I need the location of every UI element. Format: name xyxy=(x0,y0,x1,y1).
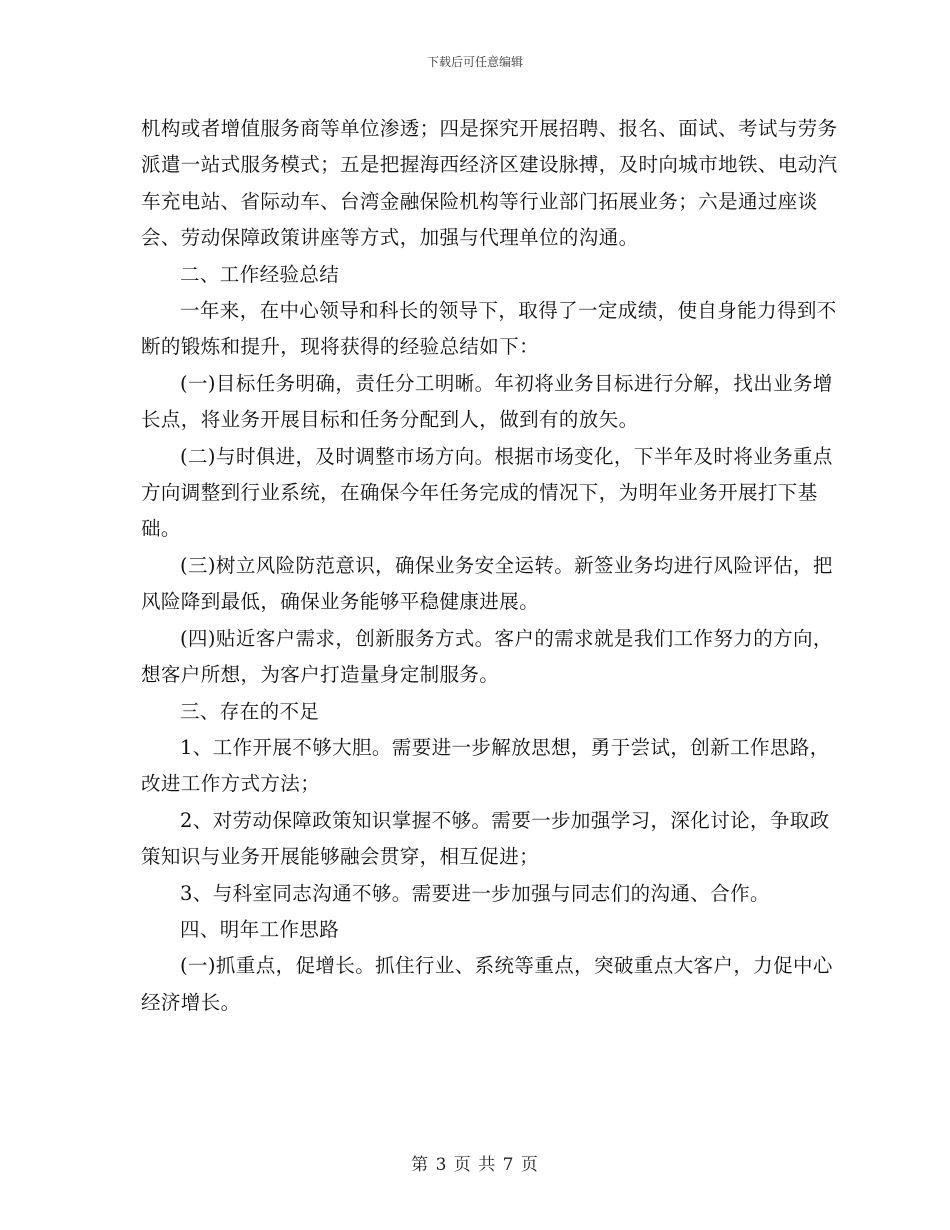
paragraph: (一)抓重点，促增长。抓住行业、系统等重点，突破重点大客户，力促中心经济增长。 xyxy=(141,954,833,1014)
section-heading: 四、明年工作思路 xyxy=(180,917,340,941)
paragraph: 机构或者增值服务商等单位渗透；四是探究开展招聘、报名、面试、考试与劳务派遣一站式服务模式；五是把握海西经济区建设脉搏，及时向城市地铁、电动汽车充电站、省际动车、台湾金融保险机构等行业部门拓展业务；六是通过座谈会、劳动保障政策讲座等方式，加强与代理单位的沟通。 xyxy=(141,117,838,250)
paragraph: (一)目标任务明确，责任分工明晰。年初将业务目标进行分解，找出业务增长点，将业务开展目标和任务分配到人，做到有的放矢。 xyxy=(141,371,833,432)
section-heading: 二、工作经验总结 xyxy=(180,262,340,286)
paragraph: 1、工作开展不够大胆。需要进一步解放思想，勇于尝试，创新工作思路，改进工作方式方法； xyxy=(141,735,830,796)
document-body xyxy=(141,111,841,1021)
page-header: 下载后可任意编辑 xyxy=(426,55,523,69)
paragraph: 3、与科室同志沟通不够。需要进一步加强与同志们的沟通、合作。 xyxy=(180,881,770,905)
paragraph: (二)与时俱进，及时调整市场方向。根据市场变化，下半年及时将业务重点方向调整到行业系统，在确保今年任务完成的情况下，为明年业务开展打下基础。 xyxy=(141,444,833,541)
page-footer: 第 3 页 共 7 页 xyxy=(411,1155,539,1175)
paragraph: 2、对劳动保障政策知识掌握不够。需要一步加强学习，深化讨论，争取政策知识与业务开展能够融会贯穿，相互促进； xyxy=(141,808,830,869)
paragraph: 一年来，在中心领导和科长的领导下，取得了一定成绩，使自身能力得到不断的锻炼和提升，现将获得的经验总结如下： xyxy=(141,299,837,359)
paragraph: (三)树立风险防范意识，确保业务安全运转。新签业务均进行风险评估，把风险降到最低，确保业务能够平稳健康进展。 xyxy=(141,553,833,614)
section-heading: 三、存在的不足 xyxy=(180,699,320,723)
paragraph: (四)贴近客户需求，创新服务方式。客户的需求就是我们工作努力的方向，想客户所想，为客户打造量身定制服务。 xyxy=(141,626,833,687)
